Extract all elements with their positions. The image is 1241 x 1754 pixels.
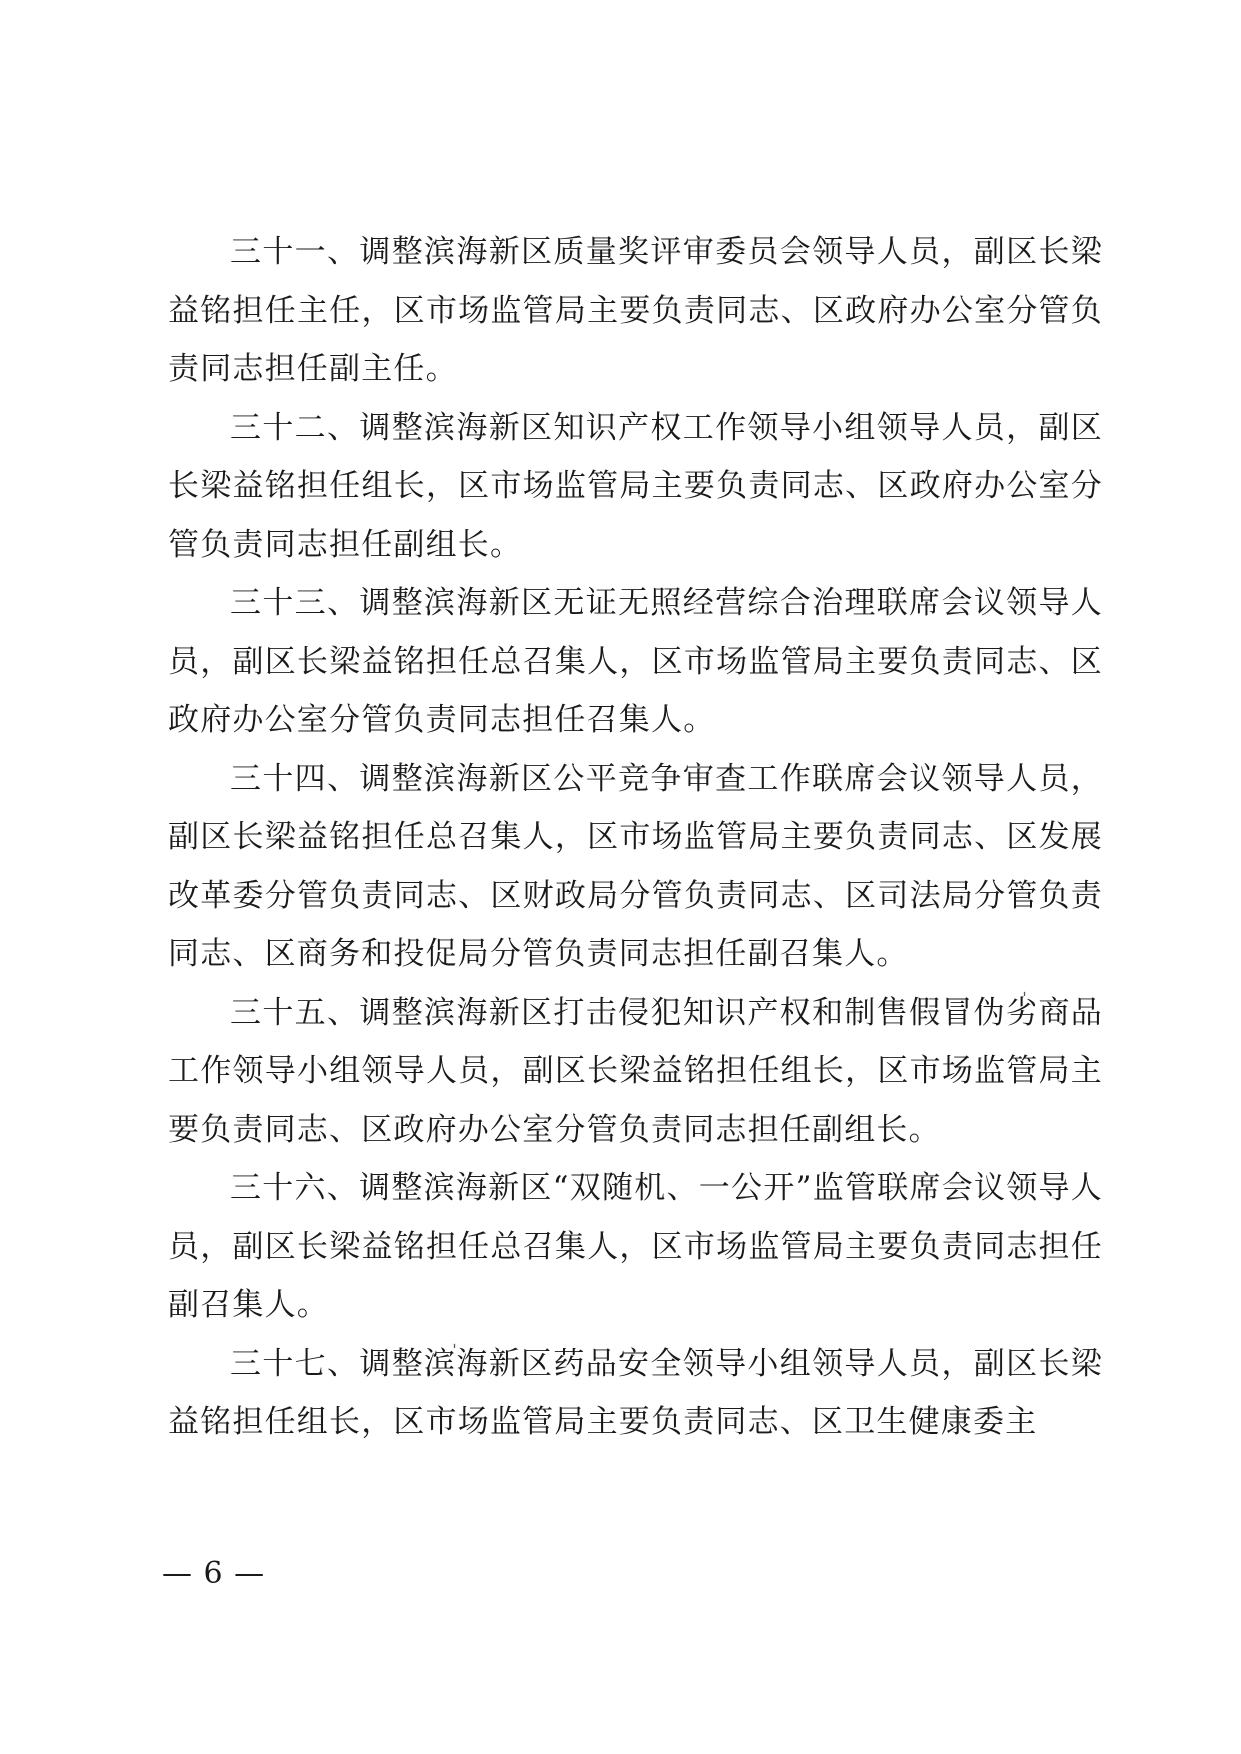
paragraph-37: 三十七、调整滨海新区药品安全领导小组领导人员，副区长梁益铭担任组长，区市场监管局主要负责同志、区卫生健康委主: [168, 1345, 1103, 1440]
paragraph-35: 三十五、调整滨海新区打击侵犯知识产权和制售假冒伪劣商品工作领导小组领导人员，副区长梁益铭担任组长，区市场监管局主要负责同志、区政府办公室分管负责同志担任副组长。: [168, 994, 1103, 1148]
paragraph-32: 三十二、调整滨海新区知识产权工作领导小组领导人员，副区长梁益铭担任组长，区市场监管局主要负责同志、区政府办公室分管负责同志担任副组长。: [168, 409, 1103, 563]
paragraph-36: 三十六、调整滨海新区“双随机、一公开”监管联席会议领导人员，副区长梁益铭担任总召集人，区市场监管局主要负责同志担任副召集人。: [168, 1170, 1103, 1323]
paragraph-33: 三十三、调整滨海新区无证无照经营综合治理联席会议领导人员，副区长梁益铭担任总召集人，区市场监管局主要负责同志、区政府办公室分管负责同志担任召集人。: [168, 585, 1103, 738]
page-number: — 6 —: [162, 1556, 266, 1591]
paragraph-34: 三十四、调整滨海新区公平竞争审查工作联席会议领导人员，副区长梁益铭担任总召集人，区市场监管局主要负责同志、区发展改革委分管负责同志、区财政局分管负责同志、区司法局分管负责同志、区商务和投促局分管负责同志担任副召集人。: [168, 760, 1103, 972]
scan-mark: ˌ: [1022, 978, 1027, 999]
paragraph-31: 三十一、调整滨海新区质量奖评审委员会领导人员，副区长梁益铭担任主任，区市场监管局主要负责同志、区政府办公室分管负责同志担任副主任。: [168, 234, 1103, 387]
document-body: [168, 223, 1103, 1452]
scan-mark: ˌ: [452, 1330, 457, 1351]
